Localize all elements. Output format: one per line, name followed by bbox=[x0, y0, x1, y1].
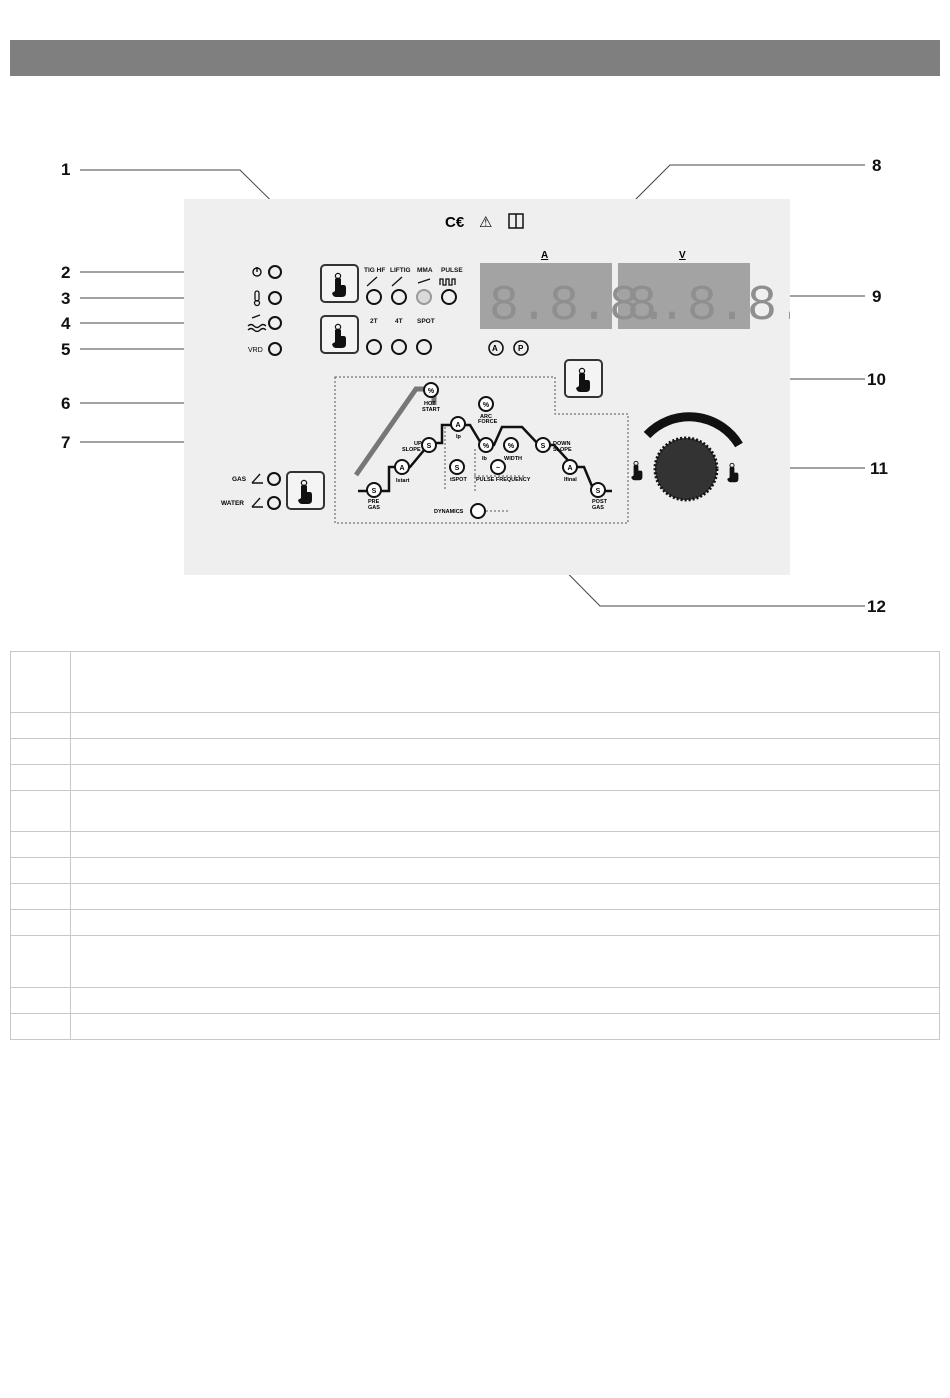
node-ib-symbol: % bbox=[482, 443, 490, 450]
mode-label-mma: MMA bbox=[417, 267, 433, 274]
mode-label-liftig: LIFTIG bbox=[390, 267, 411, 274]
led-2t bbox=[367, 340, 381, 354]
thermometer-icon bbox=[255, 291, 260, 306]
callout-12: 12 bbox=[867, 597, 886, 616]
mode-button[interactable] bbox=[321, 265, 358, 302]
table-row bbox=[11, 936, 940, 988]
table-row bbox=[11, 765, 940, 791]
label-tspot: tSPOT bbox=[450, 477, 467, 483]
mode-icons bbox=[367, 277, 455, 286]
callout-6: 6 bbox=[61, 394, 71, 413]
led-spot bbox=[417, 340, 431, 354]
torch-icons bbox=[252, 474, 263, 507]
thermal-led bbox=[269, 292, 281, 304]
callout-1: 1 bbox=[61, 160, 71, 179]
vrd-led bbox=[269, 343, 281, 355]
callout-2: 2 bbox=[61, 263, 71, 282]
hot-start-ramp bbox=[356, 389, 434, 475]
callout-10: 10 bbox=[867, 370, 886, 389]
dynamics-led bbox=[471, 504, 485, 518]
table-row bbox=[11, 791, 940, 832]
callout-3: 3 bbox=[61, 289, 71, 308]
label-down: DOWN bbox=[553, 441, 571, 447]
label-force: FORCE bbox=[478, 419, 498, 425]
label-ifinal: Ifinal bbox=[564, 477, 577, 483]
label-ib: Ib bbox=[482, 456, 487, 462]
label-ip: Ip bbox=[456, 434, 461, 440]
power-led bbox=[269, 266, 281, 278]
table-row bbox=[11, 713, 940, 739]
volts-display-value: 8.8.8. bbox=[627, 278, 790, 335]
callout-5: 5 bbox=[61, 340, 71, 359]
table-row bbox=[11, 988, 940, 1014]
control-panel-drawing bbox=[184, 199, 790, 575]
manual-book-icon bbox=[509, 214, 523, 228]
node-width-symbol: % bbox=[507, 443, 515, 450]
press-icon bbox=[631, 461, 642, 480]
node-istart-symbol: A bbox=[399, 465, 405, 472]
node-down-slope-symbol: S bbox=[540, 443, 546, 450]
led-mma bbox=[417, 290, 431, 304]
label-up-slope: SLOPE bbox=[402, 447, 421, 453]
rotate-icon bbox=[727, 463, 738, 482]
water-label: WATER bbox=[221, 500, 244, 507]
callout-4: 4 bbox=[61, 314, 71, 333]
table-row bbox=[11, 910, 940, 936]
node-ip-symbol: A bbox=[455, 422, 461, 429]
callout-7: 7 bbox=[61, 433, 71, 452]
trigger-label-spot: SPOT bbox=[417, 318, 435, 325]
control-panel bbox=[184, 199, 790, 575]
led-tig-hf bbox=[367, 290, 381, 304]
led-gas bbox=[268, 473, 280, 485]
parts-table bbox=[10, 651, 940, 1040]
cooling-button[interactable] bbox=[287, 472, 324, 509]
mode-label-pulse: PULSE bbox=[441, 267, 463, 274]
table-row bbox=[11, 832, 940, 858]
parameter-button[interactable] bbox=[565, 360, 602, 397]
node-tspot-symbol: S bbox=[454, 465, 460, 472]
warning-icon: ⚠ bbox=[479, 214, 493, 231]
label-pre-gas: GAS bbox=[368, 505, 380, 511]
trigger-label-4t: 4T bbox=[395, 318, 403, 325]
gas-label: GAS bbox=[232, 476, 247, 483]
trigger-button[interactable] bbox=[321, 316, 358, 353]
led-display-a-label: A bbox=[492, 344, 498, 353]
vrd-label: VRD bbox=[248, 347, 263, 354]
label-arc: ARC bbox=[480, 414, 492, 420]
label-hot: HOT bbox=[424, 401, 436, 407]
label-pulse-frequency: PULSE FREQUENCY bbox=[476, 477, 531, 483]
amps-display-unit: A bbox=[541, 250, 549, 261]
label-up: UP bbox=[414, 441, 422, 447]
water-fault-led bbox=[269, 317, 281, 329]
node-post-gas-symbol: S bbox=[595, 488, 601, 495]
led-water bbox=[268, 497, 280, 509]
table-row bbox=[11, 858, 940, 884]
led-liftig bbox=[392, 290, 406, 304]
label-dynamics: DYNAMICS bbox=[434, 509, 464, 515]
callout-11: 11 bbox=[870, 459, 888, 478]
ce-mark: C€ bbox=[445, 214, 465, 231]
node-hot-start-symbol: % bbox=[427, 388, 435, 395]
encoder-knob[interactable] bbox=[655, 438, 717, 500]
power-icon bbox=[253, 267, 261, 276]
label-down-slope: SLOPE bbox=[553, 447, 572, 453]
table-row bbox=[11, 739, 940, 765]
table-row bbox=[11, 652, 940, 713]
label-start: START bbox=[422, 407, 440, 413]
node-arc-force-symbol: % bbox=[482, 402, 490, 409]
trigger-label-2t: 2T bbox=[370, 318, 378, 325]
label-post: POST bbox=[592, 499, 607, 505]
volts-display-unit: V bbox=[679, 250, 686, 261]
led-4t bbox=[392, 340, 406, 354]
node-pre-gas-symbol: S bbox=[371, 488, 377, 495]
table-row bbox=[11, 1014, 940, 1040]
node-pulse-frequency-symbol: ~ bbox=[495, 465, 501, 472]
table-row bbox=[11, 884, 940, 910]
led-pulse bbox=[442, 290, 456, 304]
label-pre: PRE bbox=[368, 499, 380, 505]
node-ifinal-symbol: A bbox=[567, 465, 573, 472]
callout-9: 9 bbox=[872, 287, 882, 306]
callout-8: 8 bbox=[872, 156, 882, 175]
led-display-p-label: P bbox=[518, 344, 524, 353]
label-width: WIDTH bbox=[504, 456, 523, 462]
amps-display-value: 8.8.8. bbox=[489, 278, 670, 335]
cooling-fault-icon bbox=[248, 315, 266, 332]
mode-label-tig-hf: TIG HF bbox=[364, 267, 386, 274]
label-istart: Istart bbox=[396, 478, 410, 484]
label-post-gas: GAS bbox=[592, 505, 604, 511]
node-up-slope-symbol: S bbox=[426, 443, 432, 450]
